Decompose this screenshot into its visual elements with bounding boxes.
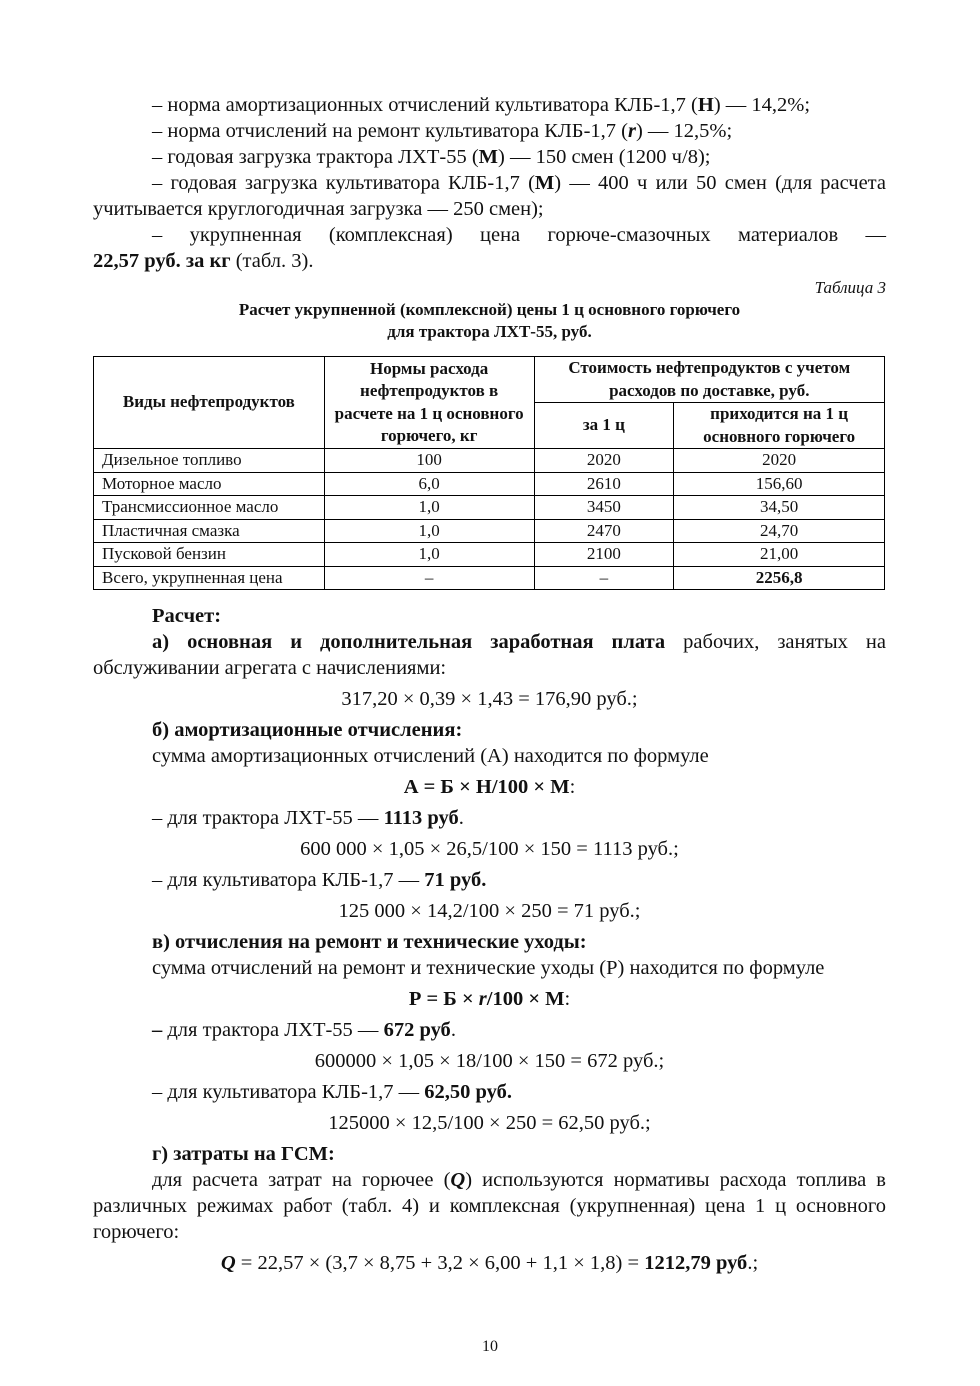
calc-c-tractor: – для трактора ЛХТ-55 — 672 руб. (152, 1019, 456, 1041)
intro-line-5-cont: 22,57 руб. за кг (табл. 3). (93, 250, 314, 272)
calc-a-formula: 317,20 × 0,39 × 1,43 = 176,90 руб.; (341, 688, 638, 710)
calc-b-cultivator: – для культиватора КЛБ-1,7 — 71 руб. (152, 869, 487, 891)
table-row: Пластичная смазка 1,0 2470 24,70 (94, 519, 885, 543)
header-per-centner: за 1 ц (534, 403, 674, 449)
calc-b-tractor-formula: 600 000 × 1,05 × 26,5/100 × 150 = 1113 руб.; (300, 838, 679, 860)
calc-a-paragraph: а) основная и дополнительная заработная плата рабочих, занятых на обслуживании агрегата с начислениями: (93, 631, 886, 679)
intro-line-3: – годовая загрузка трактора ЛХТ-55 (М) — 150 смен (1200 ч/8); (152, 146, 711, 168)
calc-c-cultivator-formula: 125000 × 12,5/100 × 250 = 62,50 руб.; (328, 1112, 651, 1134)
header-per-main-fuel: приходится на 1 ц основного горючего (674, 403, 885, 449)
table-row: Трансмиссионное масло 1,0 3450 34,50 (94, 496, 885, 520)
calc-d-text: для расчета затрат на горючее (Q) используются нормативы расхода топлива в различных режимах работ (табл. 4) и комплексная (укрупненная) цена 1 ц основного горючего: (93, 1169, 886, 1243)
calc-b-tractor: – для трактора ЛХТ-55 — 1113 руб. (152, 807, 464, 829)
intro-line-2: – норма отчислений на ремонт культиватора КЛБ-1,7 (r) — 12,5%; (152, 120, 733, 142)
header-cost: Стоимость нефтепродуктов с учетом расходов по доставке, руб. (534, 357, 884, 403)
intro-line-5: – укрупненная (комплексная) цена горюче-смазочных материалов — (152, 224, 886, 246)
calc-heading: Расчет: (152, 605, 222, 627)
calc-c-tractor-formula: 600000 × 1,05 × 18/100 × 150 = 672 руб.; (314, 1050, 665, 1072)
table-caption: Таблица 3 (814, 278, 886, 297)
intro-line-4: – годовая загрузка культиватора КЛБ-1,7 (М) — 400 ч или 50 смен (для расчета учитывается круглогодичная загрузка — 250 смен); (93, 172, 886, 220)
calc-d-formula: Q = 22,57 × (3,7 × 8,75 + 3,2 × 6,00 + 1,1 × 1,8) = 1212,79 руб.; (220, 1252, 759, 1274)
calc-b-formula: А = Б × Н/100 × М: (403, 776, 576, 798)
table-row: Пусковой бензин 1,0 2100 21,00 (94, 543, 885, 567)
calc-c-heading: в) отчисления на ремонт и технические уходы: (152, 931, 587, 953)
page-number: 10 (482, 1338, 498, 1355)
calc-d-heading: г) затраты на ГСМ: (152, 1143, 335, 1165)
table-row: Моторное масло 6,0 2610 156,60 (94, 472, 885, 496)
calculation-section (93, 603, 886, 1276)
fuel-price-table (93, 356, 885, 590)
table-header-row (94, 357, 885, 403)
table-title: Расчет укрупненной (комплексной) цены 1 ц основного горючего для трактора ЛХТ-55, руб. (238, 300, 741, 341)
table-row: Дизельное топливо 100 2020 2020 (94, 449, 885, 473)
calc-b-cultivator-formula: 125 000 × 14,2/100 × 250 = 71 руб.; (338, 900, 641, 922)
calc-b-heading: б) амортизационные отчисления: (152, 719, 463, 741)
header-product-type: Виды нефтепродуктов (94, 357, 325, 449)
calc-c-formula: Р = Б × r/100 × М: (408, 988, 571, 1010)
intro-line-1: – норма амортизационных отчислений культиватора КЛБ-1,7 (Н) — 14,2%; (152, 94, 811, 116)
table-total-row: Всего, укрупненная цена – – 2256,8 (94, 566, 885, 590)
calc-c-text: сумма отчислений на ремонт и технические уходы (Р) находится по формуле (152, 957, 825, 979)
header-norm: Нормы расхода нефтепродуктов в расчете на 1 ц основного горючего, кг (324, 357, 534, 449)
calc-b-text: сумма амортизационных отчислений (А) находится по формуле (152, 745, 709, 767)
document-page (93, 92, 886, 1276)
calc-c-cultivator: – для культиватора КЛБ-1,7 — 62,50 руб. (152, 1081, 513, 1103)
